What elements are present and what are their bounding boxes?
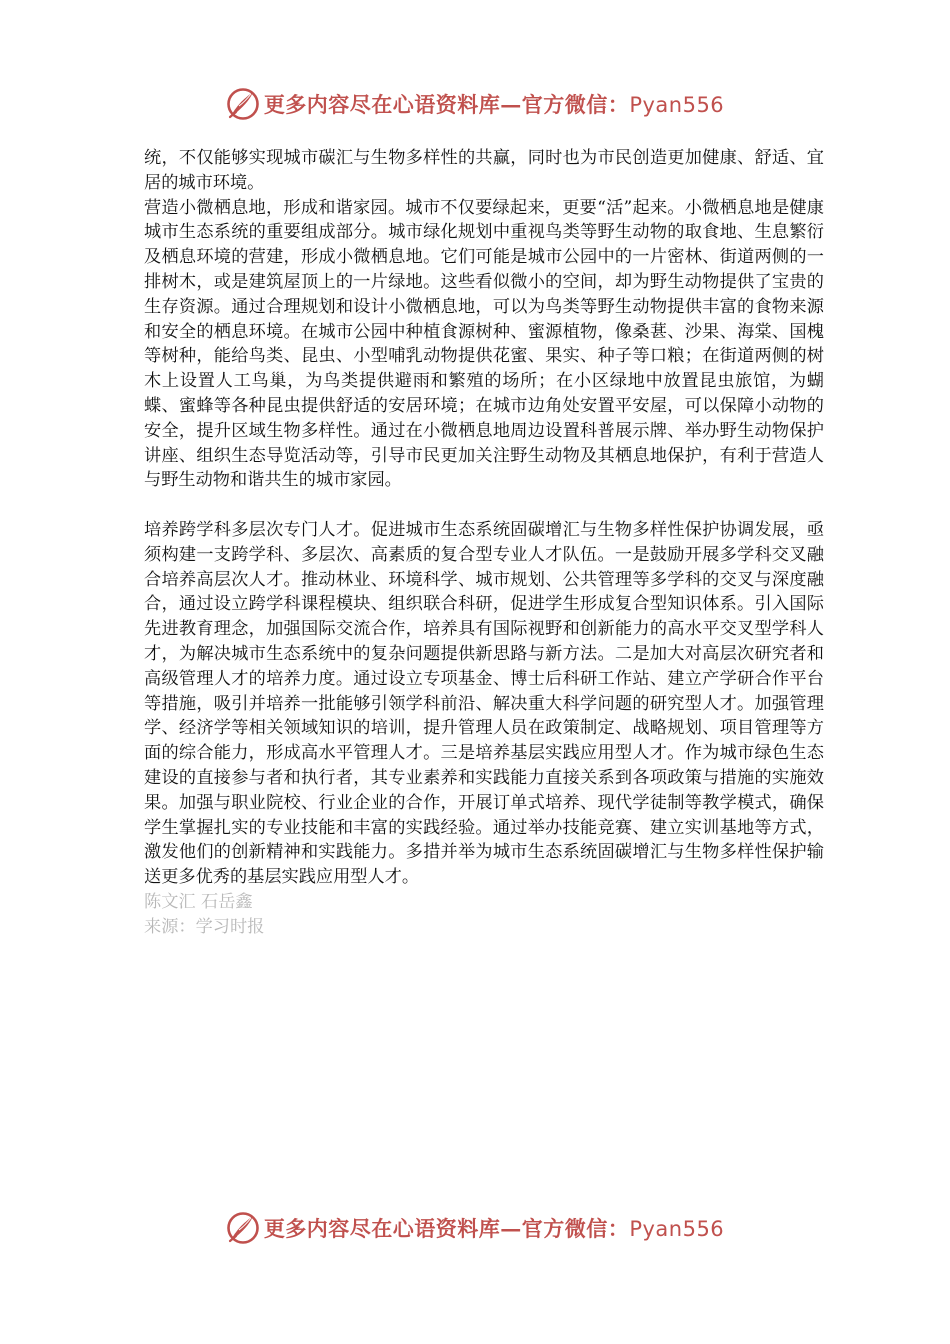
article-source: 来源：学习时报 [144, 916, 265, 937]
article-authors: 陈文汇 石岳鑫 [144, 891, 253, 912]
paragraph-continuation: 统，不仅能够实现城市碳汇与生物多样性的共赢，同时也为市民创造更加健康、舒适、宜居的城市环境。 [144, 148, 824, 193]
article-body [144, 146, 824, 940]
footer-banner [0, 1208, 950, 1248]
pen-logo-icon [226, 87, 260, 121]
wechat-id: Pyan556 [629, 1217, 725, 1241]
banner-text: 更多内容尽在心语资料库—官方微信：Pyan556 [263, 92, 725, 117]
banner-text: 更多内容尽在心语资料库—官方微信：Pyan556 [263, 1216, 725, 1241]
paragraph-talent-training: 培养跨学科多层次专门人才。促进城市生态系统固碳增汇与生物多样性保护协调发展，亟须构建一支跨学科、多层次、高素质的复合型专业人才队伍。一是鼓励开展多学科交叉融合培养高层次人才。推动林业、环境科学、城市规划、公共管理等多学科的交叉与深度融合，通过设立跨学科课程模块、组织联合科研，促进学生形成复合型知识体系。引入国际先进教育理念，加强国际交流合作，培养具有国际视野和创新能力的高水平交叉型学科人才，为解决城市生态系统中的复杂问题提供新思路与新方法。二是加大对高层次研究者和高级管理人才的培养力度。通过设立专项基金、博士后科研工作站、建立产学研合作平台等措施，吸引并培养一批能够引领学科前沿、解决重大科学问题的研究型人才。加强管理学、经济学等相关领域知识的培训，提升管理人员在政策制定、战略规划、项目管理等方面的综合能力，形成高水平管理人才。三是培养基层实践应用型人才。作为城市绿色生态建设的直接参与者和执行者，其专业素养和实践能力直接关系到各项政策与措施的实施效果。加强与职业院校、行业企业的合作，开展订单式培养、现代学徒制等教学模式，确保学生掌握扎实的专业技能和丰富的实践经验。通过举办技能竞赛、建立实训基地等方式，激发他们的创新精神和实践能力。多措并举为城市生态系统固碳增汇与生物多样性保护输送更多优秀的基层实践应用型人才。 [144, 519, 824, 888]
paragraph-micro-habitat: 营造小微栖息地，形成和谐家园。城市不仅要绿起来，更要“活”起来。小微栖息地是健康城市生态系统的重要组成部分。城市绿化规划中重视鸟类等野生动物的取食地、生息繁衍及栖息环境的营建，形成小微栖息地。它们可能是城市公园中的一片密林、街道两侧的一排树木，或是建筑屋顶上的一片绿地。这些看似微小的空间，却为野生动物提供了宝贵的生存资源。通过合理规划和设计小微栖息地，可以为鸟类等野生动物提供丰富的食物来源和安全的栖息环境。在城市公园中种植食源树种、蜜源植物，像桑葚、沙果、海棠、国槐等树种，能给鸟类、昆虫、小型哺乳动物提供花蜜、果实、种子等口粮；在街道两侧的树木上设置人工鸟巢，为鸟类提供避雨和繁殖的场所；在小区绿地中放置昆虫旅馆，为蝴蝶、蜜蜂等各种昆虫提供舒适的安居环境；在城市边角处安置平安屋，可以保障小动物的安全，提升区域生物多样性。通过在小微栖息地周边设置科普展示牌、举办野生动物保护讲座、组织生态导览活动等，引导市民更加关注野生动物及其栖息地保护，有利于营造人与野生动物和谐共生的城市家园。 [144, 197, 824, 491]
header-banner [0, 84, 950, 124]
paragraph-spacer [144, 493, 824, 518]
wechat-id: Pyan556 [629, 93, 725, 117]
pen-logo-icon [226, 1211, 260, 1245]
